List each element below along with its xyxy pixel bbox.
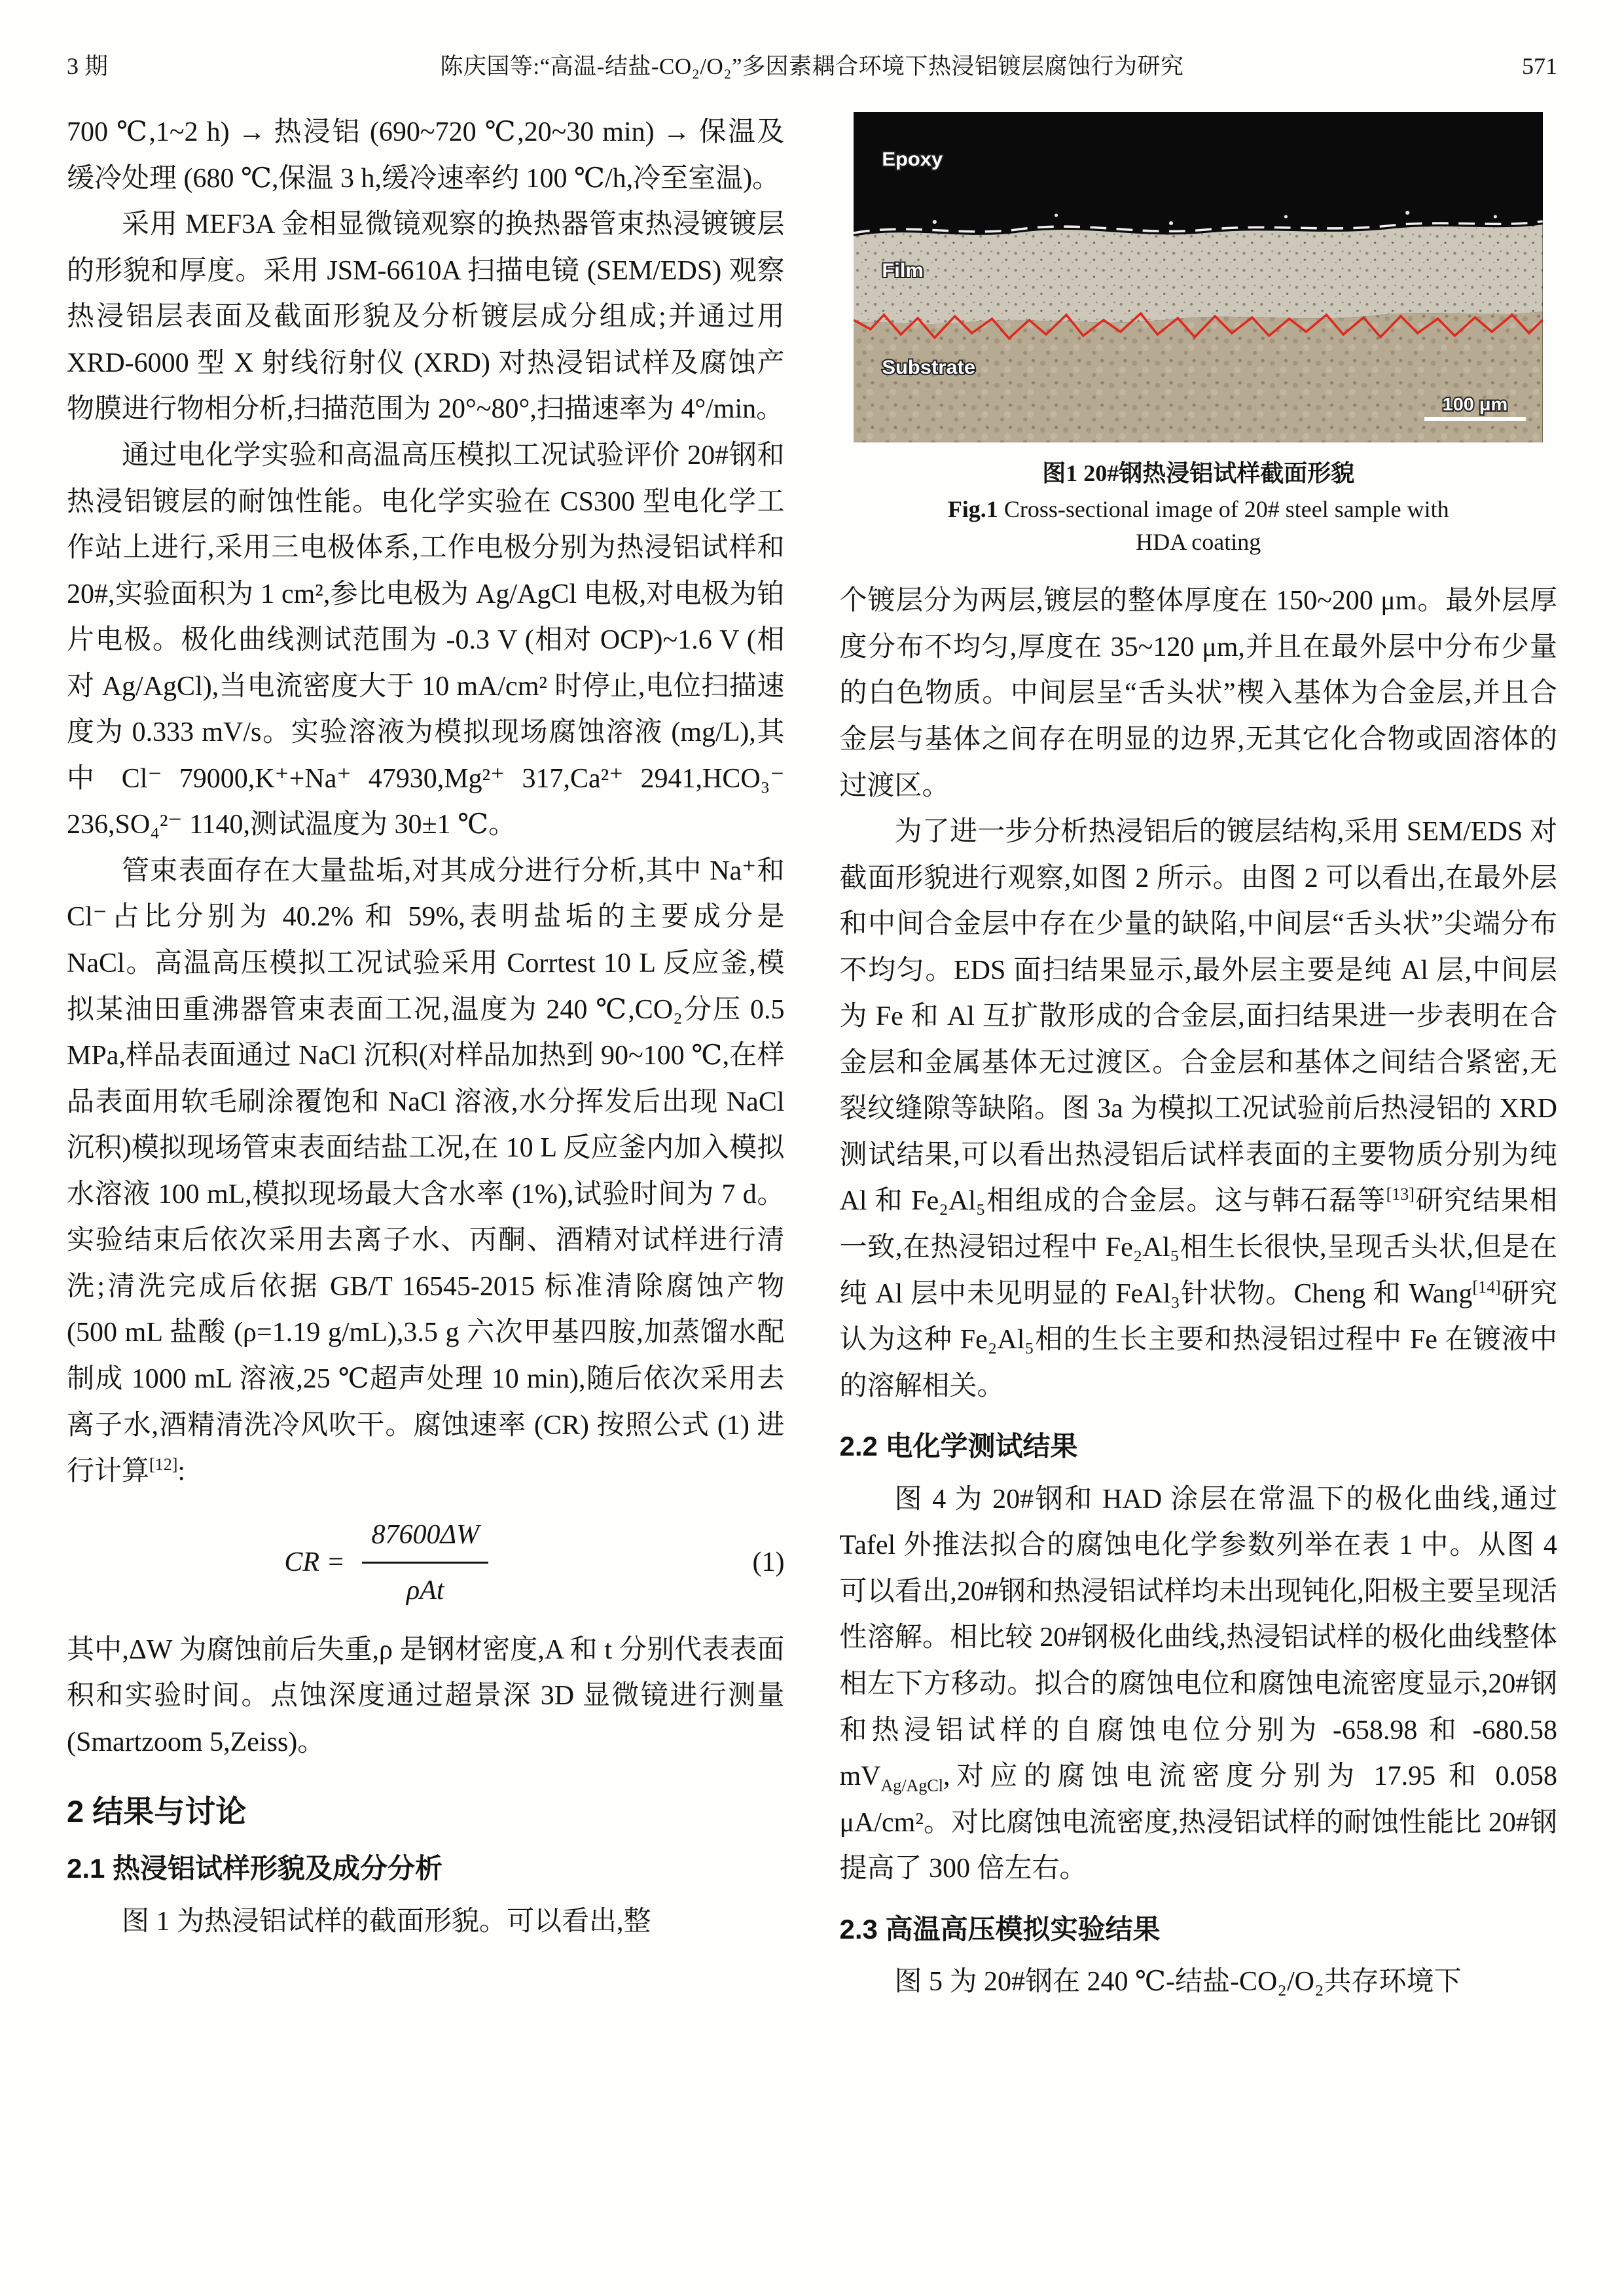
paragraph-text: 管束表面存在大量盐垢,对其成分进行分析,其中 Na⁺和 Cl⁻占比分别为 40.2% 和 59%,表明盐垢的主要成分是 NaCl。高温高压模拟工况试验采用 Corrtest 10 L 反应釜,模拟某油田重沸器管束表面工况,温度为 240 ℃,CO₂分压 0.5 MPa,样品表面通过 NaCl 沉积(对样品加热到 90~100 ℃,在样品表面用软毛刷涂覆饱和 NaCl 溶液,水分挥发后出现 NaCl 沉积)模拟现场管束表面结盐工况,在 10 L 反应釜内加入模拟水溶液 100 mL,模拟现场最大含水率 (1%),试验时间为 7 d。实验结束后依次采用去离子水、丙酮、酒精对试样进行清洗;清洗完成后依据 GB/T 16545-2015 标准清除腐蚀产物 (500 mL 盐酸 (ρ=1.19 g/mL),3.5 g 六次甲基四胺,加蒸馏水配制成 1000 mL 溶液,25 ℃超声处理 10 min),随后依次采用去离子水,酒精清洗冷风吹干。腐蚀速率 (CR) 按照公式 (1) 进行计算 bbox=[67, 855, 785, 1487]
equation-number: (1) bbox=[752, 1547, 785, 1578]
right-column bbox=[840, 109, 1558, 2005]
left-column bbox=[67, 109, 785, 2005]
paragraph-text: 研究认为这种 Fe₂Al₅相的生长主要和热浸铝过程中 Fe 在镀液中的溶解相关。 bbox=[839, 1278, 1557, 1401]
paragraph bbox=[840, 1477, 1558, 1892]
subsection-heading-morphology: 2.1 热浸铝试样形貌及成分分析 bbox=[67, 1853, 443, 1884]
paragraph: 700 ℃,1~2 h) → 热浸铝 (690~720 ℃,20~30 min) → 保温及缓冷处理 (680 ℃,保温 3 h,缓冷速率约 100 ℃/h,冷至室温)。 bbox=[67, 117, 785, 194]
subsection-heading-electrochem: 2.2 电化学测试结果 bbox=[839, 1431, 1078, 1462]
figure-caption-en-prefix: Fig.1 bbox=[947, 495, 998, 522]
figure-caption-en bbox=[840, 493, 1558, 559]
film-label: Film bbox=[882, 259, 924, 282]
paragraph bbox=[67, 848, 785, 1495]
paragraph: 其中,ΔW 为腐蚀前后失重,ρ 是钢材密度,A 和 t 分别代表表面积和实验时间。点蚀深度通过超景深 3D 显微镜进行测量 (Smartzoom 5,Zeiss)。 bbox=[67, 1634, 785, 1757]
scale-bar bbox=[1424, 417, 1526, 421]
citation-ref: [14] bbox=[1472, 1277, 1501, 1297]
unit-subscript: Ag/AgCl bbox=[880, 1776, 943, 1795]
paragraph-text: ,对应的腐蚀电流密度分别为 17.95 和 0.058 μA/cm²。对比腐蚀电流密度,热浸铝试样的耐蚀性能比 20#钢提高了 300 倍左右。 bbox=[839, 1761, 1557, 1884]
epoxy-label: Epoxy bbox=[882, 148, 943, 171]
running-title: 陈庆国等:“高温-结盐-CO₂/O₂”多因素耦合环境下热浸铝镀层腐蚀行为研究 bbox=[440, 54, 1184, 79]
citation-ref: [12] bbox=[149, 1455, 178, 1475]
figure-1 bbox=[840, 112, 1558, 558]
paragraph: 采用 MEF3A 金相显微镜观察的换热器管束热浸镀镀层的形貌和厚度。采用 JSM-6610A 扫描电镜 (SEM/EDS) 观察热浸铝层表面及截面形貌及分析镀层成分组成;并通过用 XRD-6000 型 X 射线衍射仪 (XRD) 对热浸铝试样及腐蚀产物膜进行物相分析,扫描范围为 20°~80°,扫描速率为 4°/min。 bbox=[67, 209, 785, 425]
page-number: 571 bbox=[1522, 53, 1557, 79]
micrograph-image bbox=[854, 112, 1543, 442]
issue-number: 3 期 bbox=[67, 53, 109, 79]
equation-lhs: CR = bbox=[284, 1547, 345, 1578]
equation-1 bbox=[67, 1512, 785, 1614]
paragraph: 图 1 为热浸铝试样的截面形貌。可以看出,整 bbox=[122, 1907, 651, 1937]
equation-fraction bbox=[362, 1512, 488, 1614]
figure-caption-en-text: Cross-sectional image of 20# steel sample with HDA coating bbox=[998, 495, 1449, 555]
paragraph bbox=[840, 809, 1558, 1409]
paragraph-text: 图 4 为 20#钢和 HAD 涂层在常温下的极化曲线,通过 Tafel 外推法拟合的腐蚀电化学参数列举在表 1 中。从图 4 可以看出,20#钢和热浸铝试样均未出现钝化,阳极主要呈现活性溶解。相比较 20#钢极化曲线,热浸铝试样的极化曲线整体相左下方移动。拟合的腐蚀电位和腐蚀电流密度显示,20#钢和热浸铝试样的自腐蚀电位分别为 -658.98 和 -680.58 mV bbox=[839, 1484, 1557, 1792]
paragraph-text: : bbox=[177, 1456, 186, 1487]
paragraph-text: 为了进一步分析热浸铝后的镀层结构,采用 SEM/EDS 对截面形貌进行观察,如图 2 所示。由图 2 可以看出,在最外层和中间合金层中存在少量的缺陷,中间层“舌头状”尖端分布不均匀。EDS 面扫结果显示,最外层主要是纯 Al 层,中间层为 Fe 和 Al 互扩散形成的合金层,面扫结果进一步表明在合金层和金属基体无过渡区。合金层和基体之间结合紧密,无裂纹缝隙等缺陷。图 3a 为模拟工况试验前后热浸铝的 XRD 测试结果,可以看出热浸铝后试样表面的主要物质分别为纯 Al 和 Fe₂Al₅相组成的合金层。这与韩石磊等 bbox=[839, 817, 1557, 1217]
scale-bar-label: 100 μm bbox=[1443, 394, 1508, 416]
substrate-label: Substrate bbox=[882, 356, 976, 379]
figure-caption-zh: 图1 20#钢热浸铝试样截面形貌 bbox=[1042, 460, 1355, 487]
paragraph: 通过电化学实验和高温高压模拟工况试验评价 20#钢和热浸铝镀层的耐蚀性能。电化学实验在 CS300 型电化学工作站上进行,采用三电极体系,工作电极分别为热浸铝试样和 20#,实验面积为 1 cm²,参比电极为 Ag/AgCl 电极,对电极为铂片电极。极化曲线测试范围为 -0.3 V (相对 OCP)~1.6 V (相对 Ag/AgCl),当电流密度大于 10 mA/cm² 时停止,电位扫描速度为 0.333 mV/s。实验溶液为模拟现场腐蚀溶液 (mg/L),其中 Cl⁻ 79000,K⁺+Na⁺ 47930,Mg²⁺ 317,Ca²⁺ 2941,HCO₃⁻ 236,SO₄²⁻ 1140,测试温度为 30±1 ℃。 bbox=[67, 440, 785, 840]
paragraph: 图 5 为 20#钢在 240 ℃-结盐-CO₂/O₂共存环境下 bbox=[894, 1967, 1462, 1998]
equation-body bbox=[67, 1512, 706, 1614]
equation-denominator: ρAt bbox=[406, 1575, 444, 1606]
two-column-content bbox=[67, 109, 1557, 2005]
citation-ref: [13] bbox=[1386, 1185, 1415, 1204]
page-header bbox=[67, 52, 1557, 81]
equation-numerator: 87600ΔW bbox=[362, 1512, 488, 1564]
film-region bbox=[854, 224, 1543, 324]
paragraph-text: 研究结果相一致,在热浸铝过程中 Fe₂Al₅相生长很快,呈现舌头状,但是在纯 Al 层中未见明显的 FeAl₃针状物。Cheng 和 Wang bbox=[839, 1186, 1557, 1309]
section-heading-results: 2 结果与讨论 bbox=[67, 1794, 247, 1829]
paragraph: 个镀层分为两层,镀层的整体厚度在 150~200 μm。最外层厚度分布不均匀,厚度在 35~120 μm,并且在最外层中分布少量的白色物质。中间层呈“舌头状”楔入基体为合金层,并且合金层与基体之间存在明显的边界,无其它化合物或固溶体的过渡区。 bbox=[839, 586, 1557, 801]
subsection-heading-hthp: 2.3 高温高压模拟实验结果 bbox=[839, 1913, 1161, 1945]
